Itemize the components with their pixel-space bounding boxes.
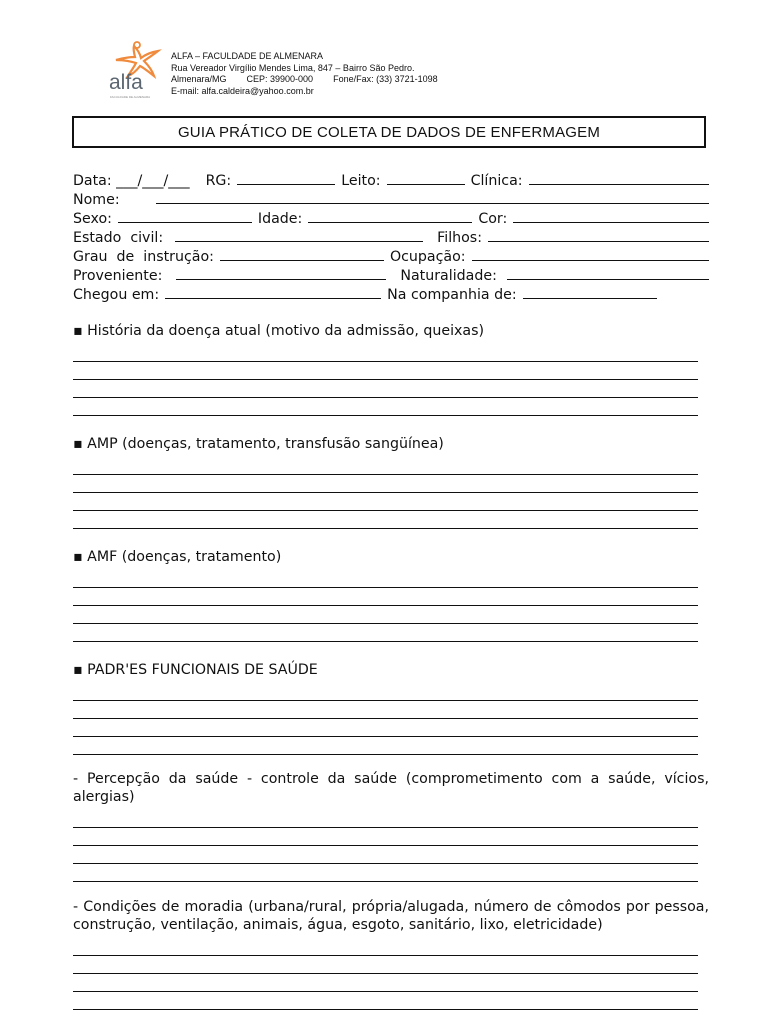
section-percepcao-saude — [73, 770, 709, 882]
idade-label: Idade: — [257, 211, 303, 227]
nome-label: Nome: — [73, 192, 120, 208]
section-amp — [73, 435, 709, 529]
chegou-em-field[interactable] — [165, 285, 381, 299]
row-grau-ocupacao — [73, 247, 709, 266]
leito-label: Leito: — [341, 173, 381, 189]
address-block — [171, 51, 438, 97]
row-nome — [73, 190, 709, 209]
logo-wordmark: alfa — [109, 71, 143, 94]
clinica-field[interactable] — [529, 171, 709, 185]
patient-fields — [73, 171, 709, 304]
filhos-label: Filhos: — [437, 230, 482, 246]
na-companhia-label: Na companhia de: — [387, 287, 517, 303]
city-phone: Almenara/MG CEP: 39900-000 Fone/Fax: (33) 3721-1098 — [171, 74, 438, 84]
answer-lines[interactable] — [73, 810, 709, 882]
section-label: ▪ PADR'ES FUNCIONAIS DE SAÚDE — [73, 662, 318, 678]
filhos-field[interactable] — [488, 228, 709, 242]
answer-lines[interactable] — [73, 570, 709, 642]
answer-lines[interactable] — [73, 344, 709, 416]
cor-field[interactable] — [513, 209, 709, 223]
grau-instrucao-label: Grau de instrução: — [73, 249, 214, 265]
cor-label: Cor: — [478, 211, 508, 227]
idade-field[interactable] — [308, 209, 472, 223]
institution-name: ALFA – FACULDADE DE ALMENARA — [171, 51, 324, 61]
grau-instrucao-field[interactable] — [220, 247, 384, 261]
row-estado-filhos — [73, 228, 709, 247]
ocupacao-field[interactable] — [472, 247, 709, 261]
logo-subtitle: FACULDADE DE ALMENARA — [110, 95, 151, 99]
section-label: - Percepção da saúde - controle da saúde (comprometimento com a saúde, vícios, alergias) — [73, 771, 709, 805]
row-data-rg-leito-clinica — [73, 171, 709, 190]
rg-field[interactable] — [237, 171, 335, 185]
section-amf — [73, 548, 709, 642]
answer-lines[interactable] — [73, 457, 709, 529]
ocupacao-label: Ocupação: — [389, 249, 466, 265]
sexo-field[interactable] — [118, 209, 252, 223]
section-historia — [73, 322, 709, 416]
answer-lines[interactable] — [73, 683, 709, 755]
section-label: - Condições de moradia (urbana/rural, própria/alugada, número de cômodos por pessoa, construção, ventilação, animais, água, esgoto, sanitário, lixo, eletricidade) — [73, 899, 709, 933]
data-label: Data: ___/___/___ — [73, 173, 190, 189]
section-label: ▪ História da doença atual (motivo da admissão, queixas) — [73, 323, 485, 339]
estado-civil-label: Estado civil: — [73, 230, 164, 246]
form-title: GUIA PRÁTICO DE COLETA DE DADOS DE ENFERMAGEM — [72, 116, 706, 148]
naturalidade-field[interactable] — [507, 266, 709, 280]
clinica-label: Clínica: — [470, 173, 523, 189]
street-address: Rua Vereador Virgílio Mendes Lima, 847 – Bairro São Pedro. — [171, 62, 415, 73]
section-condicoes-moradia — [73, 898, 709, 1010]
row-chegou-companhia — [73, 285, 709, 304]
leito-field[interactable] — [387, 171, 465, 185]
naturalidade-label: Naturalidade: — [400, 268, 497, 284]
proveniente-field[interactable] — [176, 266, 386, 280]
answer-lines[interactable] — [73, 938, 709, 1010]
letterhead — [108, 40, 528, 102]
alfa-logo — [108, 40, 166, 100]
section-label: ▪ AMP (doenças, tratamento, transfusão sangüínea) — [73, 436, 444, 452]
estado-civil-field[interactable] — [175, 228, 423, 242]
rg-label: RG: — [205, 173, 232, 189]
nome-field[interactable] — [156, 190, 709, 204]
section-label: ▪ AMF (doenças, tratamento) — [73, 549, 282, 565]
proveniente-label: Proveniente: — [73, 268, 163, 284]
row-proveniente-naturalidade — [73, 266, 709, 285]
sexo-label: Sexo: — [73, 211, 112, 227]
email: E-mail: alfa.caldeira@yahoo.com.br — [171, 85, 314, 96]
section-padroes-funcionais — [73, 661, 709, 755]
chegou-em-label: Chegou em: — [73, 287, 160, 303]
na-companhia-field[interactable] — [523, 285, 657, 299]
row-sexo-idade-cor — [73, 209, 709, 228]
